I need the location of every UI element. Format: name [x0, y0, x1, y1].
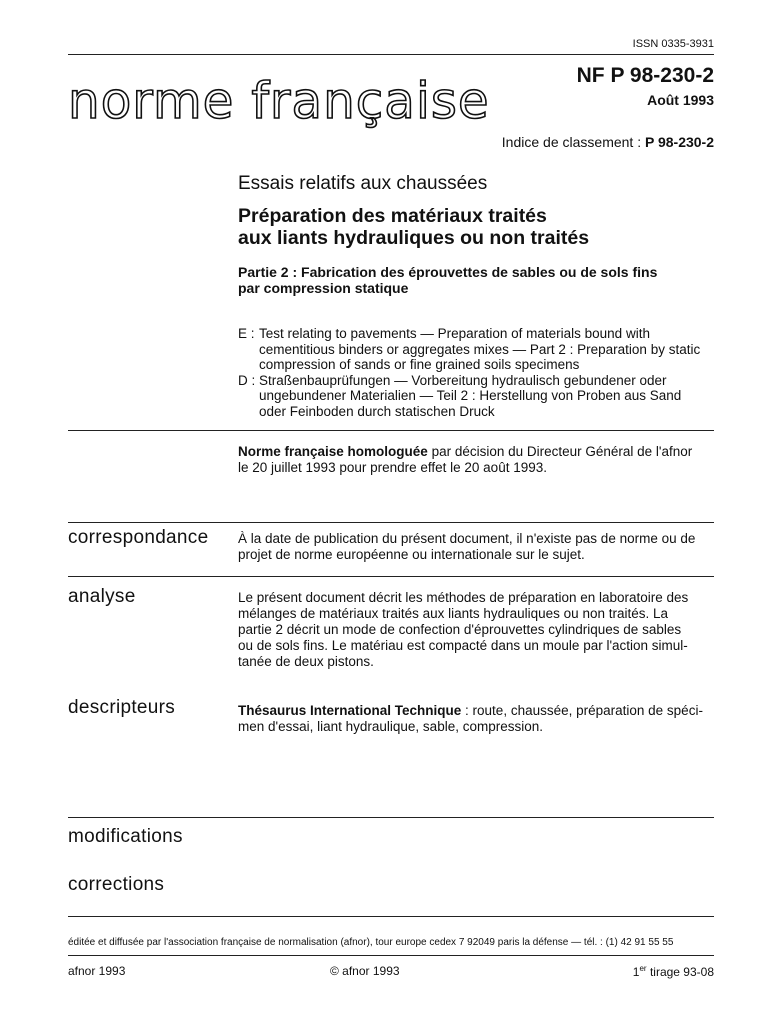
footer-copyright-center: © afnor 1993 [330, 964, 400, 978]
classification-index [380, 134, 714, 150]
standard-number: NF P 98-230-2 [576, 64, 714, 87]
print-run-number: 1 [632, 965, 640, 979]
classification-value: P 98-230-2 [644, 134, 714, 150]
section-body-correspondance [238, 531, 714, 563]
translation-text [259, 326, 700, 373]
body-line: partie 2 décrit un mode de confection d'éprouvettes cylindriques de sables [238, 622, 682, 637]
main-title-line-1: Préparation des matériaux traités [238, 205, 547, 227]
body-line: Le présent document décrit les méthodes de préparation en laboratoire des [238, 590, 689, 605]
translation-line: compression of sands or fine grained soils specimens [259, 357, 580, 372]
divider [68, 576, 714, 577]
body-line: projet de norme européenne ou internationale sur le sujet. [238, 547, 585, 562]
homologation-line-2: le 20 juillet 1993 pour prendre effet le 20 août 1993. [238, 460, 547, 475]
section-body-descripteurs [238, 703, 714, 735]
divider [68, 916, 714, 917]
body-line: tanée de deux pistons. [238, 654, 374, 669]
homologation-notice [238, 444, 714, 476]
divider [68, 430, 714, 431]
translation-tag: E : [238, 326, 255, 341]
translation-line: cementitious binders or aggregates mixes — Part 2 : Preparation by static [259, 341, 701, 357]
translation-english [238, 326, 714, 373]
print-run-suffix: er [639, 964, 647, 973]
translation-german [238, 373, 714, 420]
homologation-line-1 [238, 444, 714, 460]
translation-line: oder Feinboden durch statischen Druck [259, 403, 495, 419]
part-title-line-2: par compression statique [238, 280, 409, 296]
body-line [238, 703, 714, 719]
descriptor-terms: : route, chaussée, préparation de spéci- [461, 703, 703, 718]
thesaurus-label: Thésaurus International Technique [238, 703, 462, 718]
print-run [560, 964, 714, 979]
publication-date: Août 1993 [647, 92, 714, 108]
classification-label: Indice de classement : [501, 134, 642, 150]
title-translations [238, 326, 714, 419]
footer-copyright-left: afnor 1993 [68, 964, 126, 978]
top-divider [68, 54, 714, 55]
translation-text [259, 373, 681, 420]
translation-line: Test relating to pavements — Preparation of materials bound with [259, 326, 650, 341]
main-title [238, 205, 714, 249]
publisher-info: éditée et diffusée par l'association française de normalisation (afnor), tour europe cedex 7 92049 paris la défense — tél. : (1) 42 91 55 55 [68, 937, 674, 948]
brand-title: norme française [68, 72, 490, 130]
body-line: mélanges de matériaux traités aux liants hydrauliques ou non traités. La [238, 606, 668, 621]
section-label-correspondance: correspondance [68, 527, 209, 548]
part-title-line-1: Partie 2 : Fabrication des éprouvettes de sables ou de sols fins [238, 264, 658, 280]
print-run-date: tirage 93-08 [646, 965, 714, 979]
section-label-descripteurs: descripteurs [68, 697, 176, 718]
body-line: men d'essai, liant hydraulique, sable, compression. [238, 719, 543, 734]
translation-line: Straßenbauprüfungen — Vorbereitung hydraulisch gebundener oder [259, 372, 667, 388]
translation-line: ungebundener Materialien — Teil 2 : Herstellung von Proben aus Sand [259, 388, 682, 403]
section-label-corrections: corrections [68, 874, 165, 895]
divider [68, 817, 714, 818]
issn-number: ISSN 0335-3931 [632, 38, 714, 50]
footer-divider [68, 955, 714, 956]
homologation-bold: Norme française homologuée [238, 444, 428, 459]
body-line: ou de sols fins. Le matériau est compacté dans un moule par l'action simul- [238, 638, 688, 653]
series-title: Essais relatifs aux chaussées [238, 173, 488, 194]
divider [68, 522, 714, 523]
section-body-analyse [238, 590, 714, 670]
translation-tag: D : [238, 372, 256, 388]
section-label-modifications: modifications [68, 826, 183, 847]
body-line: À la date de publication du présent document, il n'existe pas de norme ou de [238, 531, 696, 546]
main-title-line-2: aux liants hydrauliques ou non traités [238, 227, 590, 249]
section-label-analyse: analyse [68, 586, 136, 607]
homologation-rest: par décision du Directeur Général de l'afnor [427, 444, 693, 459]
part-title [238, 264, 714, 296]
